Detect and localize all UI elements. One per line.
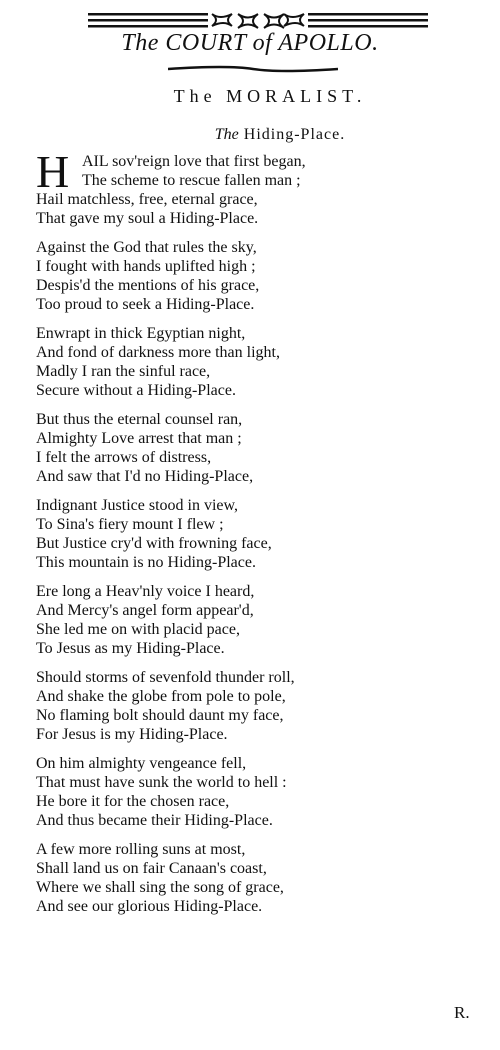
- stanza-7: [36, 668, 456, 744]
- poem-line: Shall land us on fair Canaan's coast,: [36, 860, 267, 877]
- stanza-5: [36, 496, 456, 572]
- poem-line: Ere long a Heav'nly voice I heard,: [36, 583, 255, 600]
- poem-line: Madly I ran the sinful race,: [36, 363, 211, 380]
- poem-line: But Justice cry'd with frowning face,: [36, 535, 272, 552]
- poem-line: For Jesus is my Hiding-Place.: [36, 726, 228, 743]
- stanza-2: [36, 238, 456, 314]
- poem-line: And saw that I'd no Hiding-Place,: [36, 468, 254, 485]
- poem-line: The scheme to rescue fallen man ;: [82, 172, 301, 189]
- stanza-1: [36, 146, 456, 228]
- poem-title: [60, 126, 500, 144]
- poem-title-main: Hiding-Place.: [243, 126, 346, 143]
- stanza-8: [36, 754, 456, 830]
- poem-line: That gave my soul a Hiding-Place.: [36, 210, 259, 227]
- section-heading: The MORALIST.: [173, 86, 367, 106]
- poem-line: To Sina's fiery mount I flew ;: [36, 516, 224, 533]
- poem-line: Should storms of sevenfold thunder roll,: [36, 669, 295, 686]
- poem-line: Where we shall sing the song of grace,: [36, 879, 284, 896]
- stanza-3: [36, 324, 456, 400]
- stanza-6: [36, 582, 456, 658]
- poem-line: And see our glorious Hiding-Place.: [36, 898, 263, 915]
- poem-line: No flaming bolt should daunt my face,: [36, 707, 284, 724]
- poem-line: And fond of darkness more than light,: [36, 344, 280, 361]
- poem-line: This mountain is no Hiding-Place.: [36, 554, 256, 571]
- poem-line: A few more rolling suns at most,: [36, 841, 246, 858]
- poem-line: Indignant Justice stood in view,: [36, 497, 239, 514]
- divider-rule: [168, 65, 338, 73]
- poem-line: Secure without a Hiding-Place.: [36, 382, 236, 399]
- poem-line: Almighty Love arrest that man ;: [36, 430, 242, 447]
- stanza-4: [36, 410, 456, 486]
- poem-line: AIL sov'reign love that first began,: [82, 153, 306, 170]
- poem-body: [36, 146, 456, 926]
- poem-line: And thus became their Hiding-Place.: [36, 812, 273, 829]
- poem-line: She led me on with placid pace,: [36, 621, 240, 638]
- poem-line: Enwrapt in thick Egyptian night,: [36, 325, 246, 342]
- poem-line: I felt the arrows of distress,: [36, 449, 212, 466]
- poem-line: Despis'd the mentions of his grace,: [36, 277, 260, 294]
- poem-line: Hail matchless, free, eternal grace,: [36, 191, 258, 208]
- poem-line: But thus the eternal counsel ran,: [36, 411, 243, 428]
- poem-line: And Mercy's angel form appear'd,: [36, 602, 254, 619]
- poem-line: To Jesus as my Hiding-Place.: [36, 640, 225, 657]
- poem-title-prefix: The: [214, 126, 239, 143]
- header-ornament: [88, 10, 428, 32]
- masthead-title: The COURT of APOLLO.: [121, 30, 379, 56]
- drop-cap: H: [36, 146, 70, 197]
- author-signature: R.: [454, 1003, 470, 1022]
- poem-line: That must have sunk the world to hell :: [36, 774, 287, 791]
- poem-line: Against the God that rules the sky,: [36, 239, 257, 256]
- poem-line: On him almighty vengeance fell,: [36, 755, 247, 772]
- poem-line: Too proud to seek a Hiding-Place.: [36, 296, 255, 313]
- poem-line: He bore it for the chosen race,: [36, 793, 230, 810]
- stanza-9: [36, 840, 456, 916]
- poem-line: I fought with hands uplifted high ;: [36, 258, 256, 275]
- poem-line: And shake the globe from pole to pole,: [36, 688, 286, 705]
